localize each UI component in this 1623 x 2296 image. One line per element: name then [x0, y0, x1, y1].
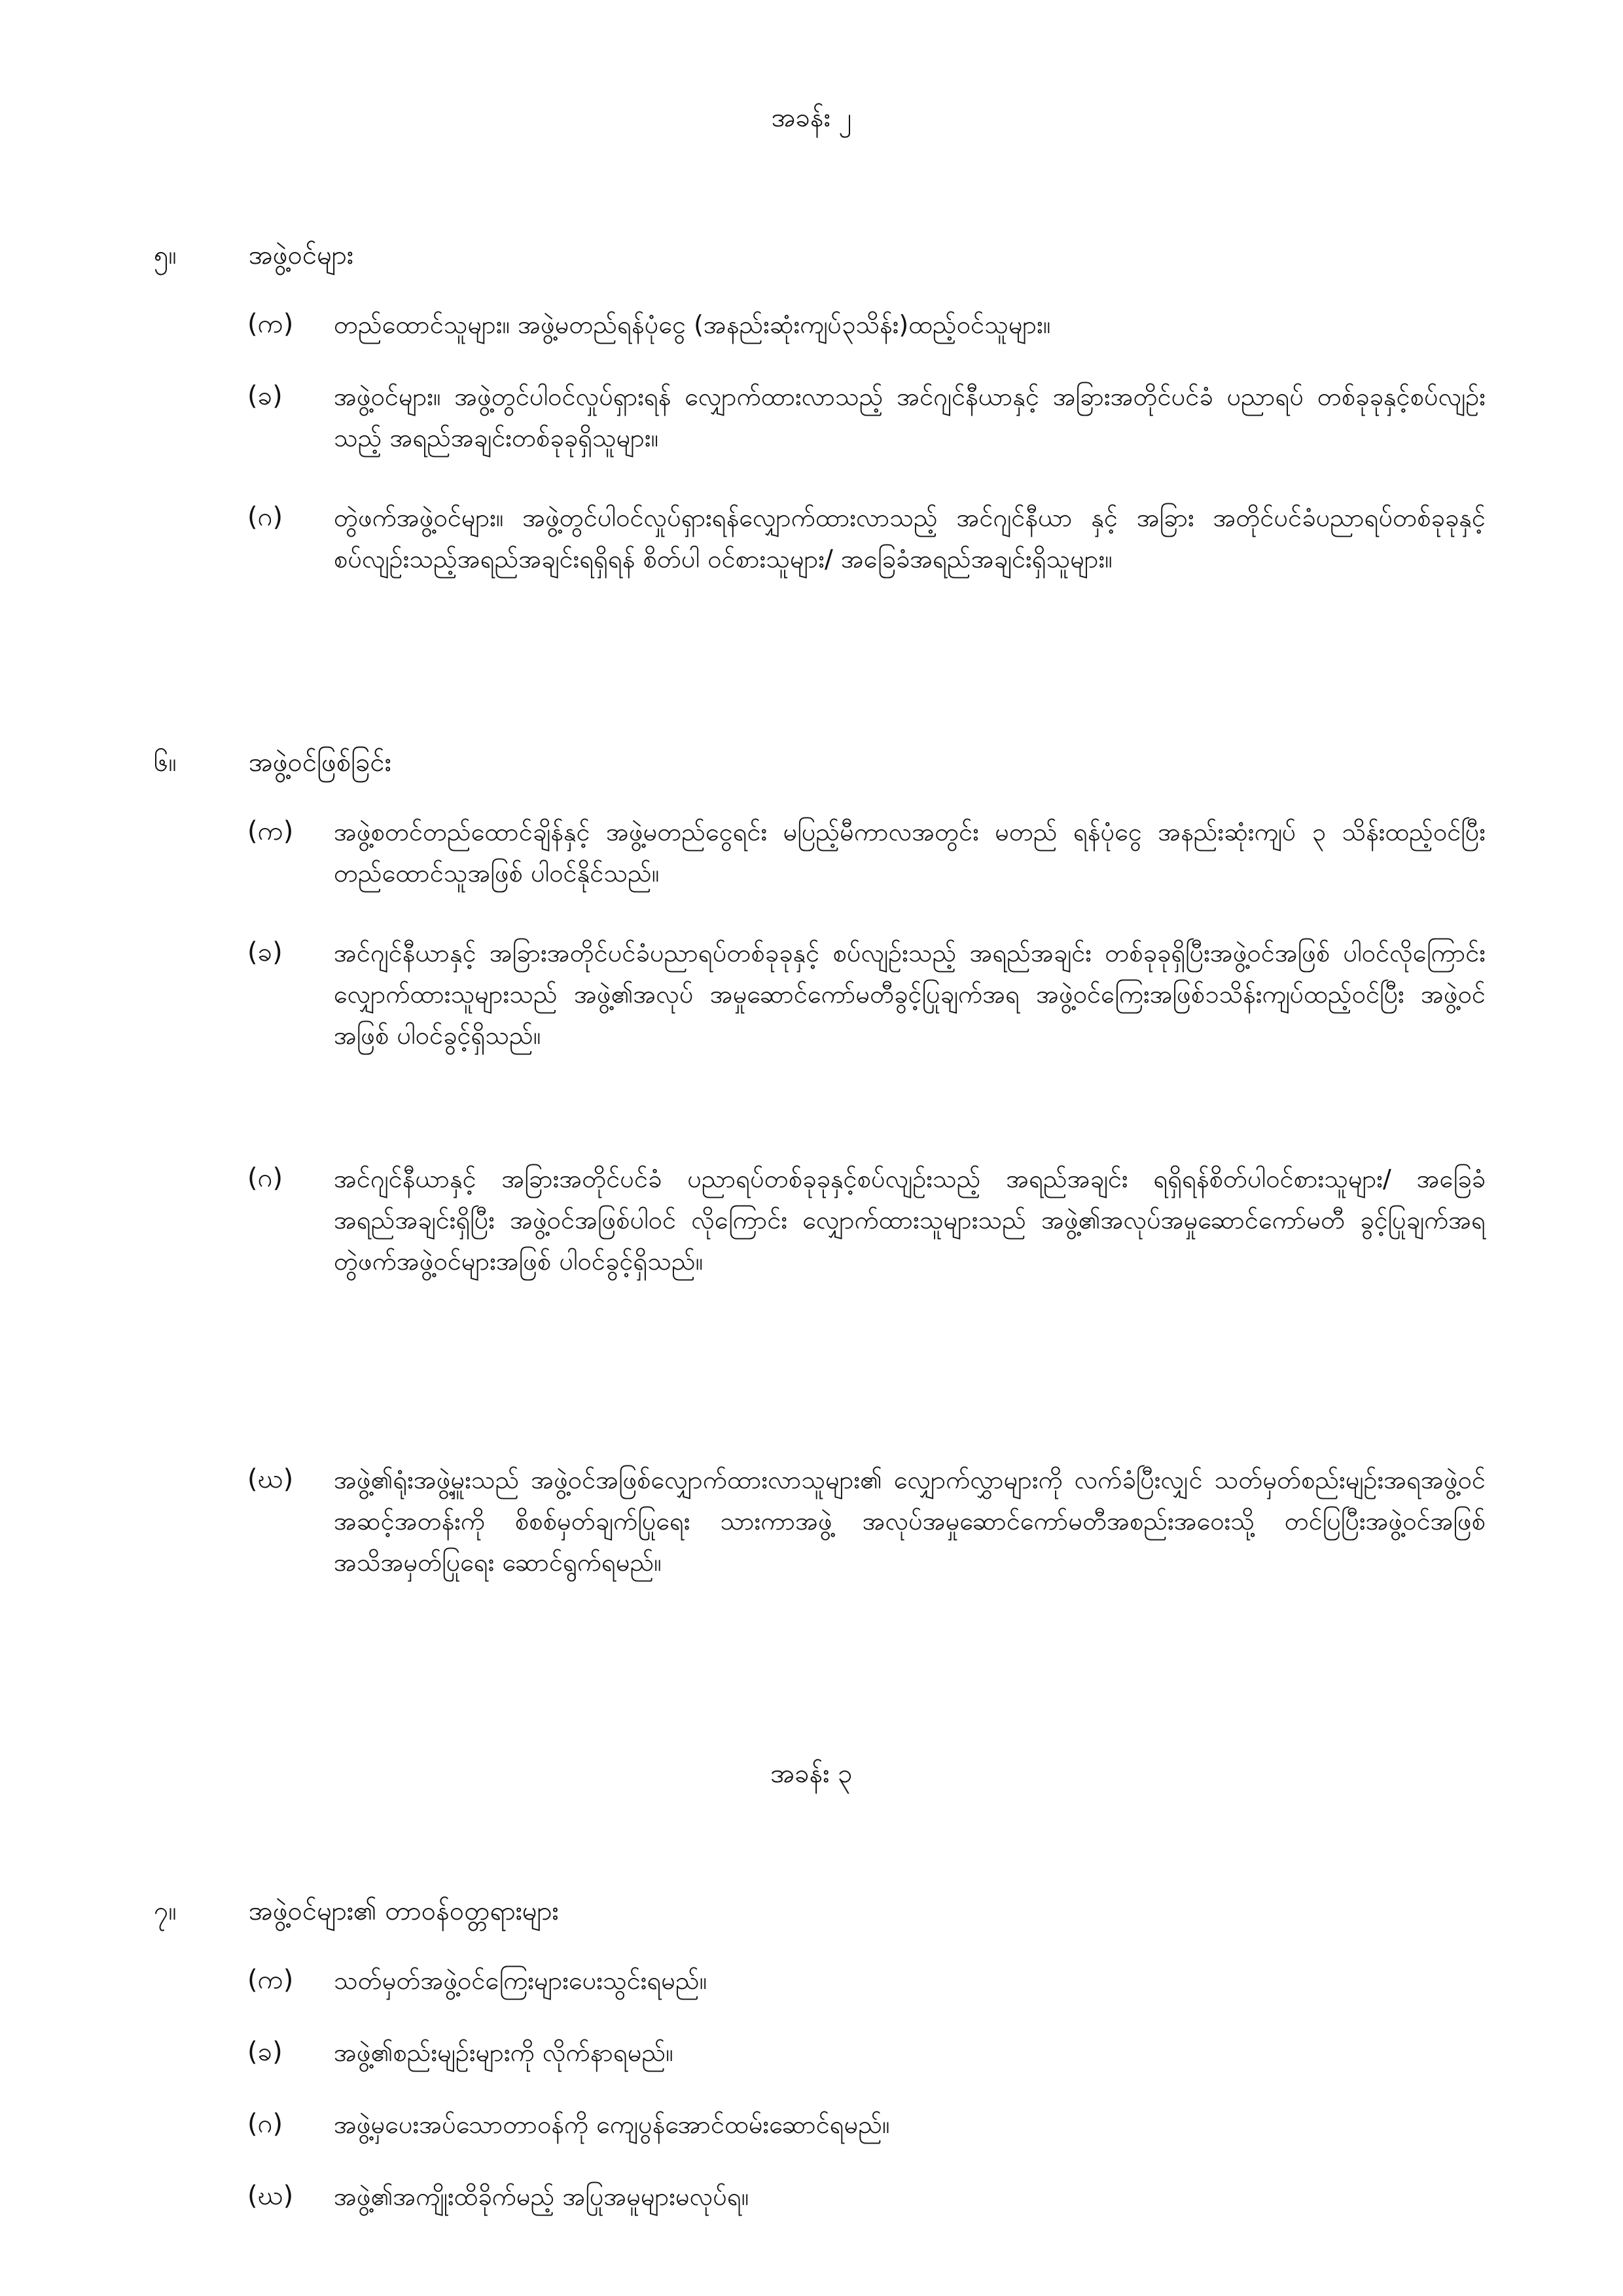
- section-5-item-label: (ခ): [247, 381, 283, 411]
- section-7-number: ၇။: [154, 1896, 177, 1926]
- section-7-item-text: အဖွဲ့၏စည်းမျဉ်းများကို လိုက်နာရမည်။: [334, 2038, 673, 2067]
- section-5-title: အဖွဲ့ဝင်များ: [249, 240, 353, 270]
- section-7-title: အဖွဲ့ဝင်များ၏ တာဝန်ဝတ္တရားများ: [249, 1896, 559, 1926]
- chapter-3-heading: အခန်း ၃: [770, 1759, 853, 1789]
- section-7-item-label: (က): [247, 1965, 294, 1995]
- section-7-item-text: အဖွဲ့မှပေးအပ်သောတာဝန်ကို ကျေပွန်အောင်ထမ်းဆောင်ရမည်။: [334, 2110, 890, 2139]
- section-6-item-text: အဖွဲ့စတင်တည်ထောင်ချိန်နှင့် အဖွဲ့မတည်ငွေရင်း မပြည့်မီကာလအတွင်း မတည် ရန်ပုံငွေ အနည်းဆုံးကျပ် ၃ သိန်းထည့်ဝင်ပြီး တည်ထောင်သူအဖြစ် ပါဝင်နိုင်သည်။: [334, 817, 1486, 888]
- section-6-item-label: (ခ): [247, 937, 283, 967]
- section-6-item-label: (ဃ): [247, 1464, 294, 1494]
- section-7-item-text: သတ်မှတ်အဖွဲ့ဝင်ကြေးများပေးသွင်းရမည်။: [334, 1966, 707, 1995]
- section-7-item-label: (ခ): [247, 2037, 283, 2067]
- section-5-item-text: အဖွဲ့ဝင်များ။ အဖွဲ့တွင်ပါဝင်လှုပ်ရှားရန် လျှောက်ထားလာသည့် အင်ဂျင်နီယာနှင့် အခြားအတိုင်ပင်ခံ ပညာရပ် တစ်ခုခုနှင့်စပ်လျဉ်းသည့် အရည်အချင်းတစ်ခုခုရှိသူများ။: [334, 382, 1486, 452]
- section-6-item-text: အင်ဂျင်နီယာနှင့် အခြားအတိုင်ပင်ခံ ပညာရပ်တစ်ခုခုနှင့်စပ်လျဉ်းသည့် အရည်အချင်း ရရှိရန်စိတ်ပါဝင်စားသူများ/ အခြေခံအရည်အချင်းရှိပြီး အဖွဲ့ဝင်အဖြစ်ပါဝင် လိုကြောင်း လျှောက်ထားသူများသည် အဖွဲ့၏အလုပ်အမှုဆောင်ကော်မတီ ခွင့်ပြုချက်အရ တွဲဖက်အဖွဲ့ဝင်များအဖြစ် ပါဝင်ခွင့်ရှိသည်။: [334, 1164, 1486, 1276]
- section-7-item-text: အဖွဲ့၏အကျိုးထိခိုက်မည့် အပြုအမူများမလုပ်ရ။: [334, 2182, 749, 2211]
- chapter-2-heading: အခန်း ၂: [771, 103, 852, 133]
- section-5-item-label: (က): [247, 309, 294, 339]
- section-6-number: ၆။: [154, 747, 177, 778]
- section-6-item-text: အင်ဂျင်နီယာနှင့် အခြားအတိုင်ပင်ခံပညာရပ်တစ်ခုခုနှင့် စပ်လျဉ်းသည့် အရည်အချင်း တစ်ခုခုရှိပြီးအဖွဲ့ဝင်အဖြစ် ပါဝင်လိုကြောင်းလျှောက်ထားသူများသည် အဖွဲ့၏အလုပ် အမှုဆောင်ကော်မတီခွင့်ပြုချက်အရ အဖွဲ့ဝင်ကြေးအဖြစ်၁သိန်းကျပ်ထည့်ဝင်ပြီး အဖွဲ့ဝင်အဖြစ် ပါဝင်ခွင့်ရှိသည်။: [334, 939, 1486, 1050]
- section-6-title: အဖွဲ့ဝင်ဖြစ်ခြင်း: [249, 747, 391, 778]
- section-5-number: ၅။: [154, 240, 177, 270]
- section-5-item-text: တွဲဖက်အဖွဲ့ဝင်များ။ အဖွဲ့တွင်ပါဝင်လှုပ်ရှားရန်လျှောက်ထားလာသည့် အင်ဂျင်နီယာ နှင့် အခြား အတိုင်ပင်ခံပညာရပ်တစ်ခုခုနှင့် စပ်လျဉ်းသည့်အရည်အချင်းရရှိရန် စိတ်ပါ ဝင်စားသူများ/ အခြေခံအရည်အချင်းရှိသူများ။: [334, 503, 1486, 573]
- section-5-item-text: တည်ထောင်သူများ။ အဖွဲ့မတည်ရန်ပုံငွေ (အနည်းဆုံးကျပ်၃သိန်း)ထည့်ဝင်သူများ။: [334, 310, 1051, 339]
- section-7-item-label: (ဂ): [247, 2109, 283, 2139]
- section-7-item-label: (ဃ): [247, 2181, 294, 2211]
- section-5-item-label: (ဂ): [247, 502, 283, 532]
- section-6-item-label: (က): [247, 816, 294, 846]
- section-6-item-label: (ဂ): [247, 1163, 283, 1193]
- section-6-item-text: အဖွဲ့၏ရုံးအဖွဲ့မှူးသည် အဖွဲ့ဝင်အဖြစ်လျှောက်ထားလာသူများ၏ လျှောက်လွှာများကို လက်ခံပြီးလျှင် သတ်မှတ်စည်းမျဉ်းအရအဖွဲ့ဝင်အဆင့်အတန်းကို စိစစ်မှတ်ချက်ပြုရေး သားကာအဖွဲ့ အလုပ်အမှုဆောင်ကော်မတီအစည်းအဝေးသို့ တင်ပြပြီးအဖွဲ့ဝင်အဖြစ် အသိအမှတ်ပြုရေး ဆောင်ရွက်ရမည်။: [334, 1465, 1486, 1577]
